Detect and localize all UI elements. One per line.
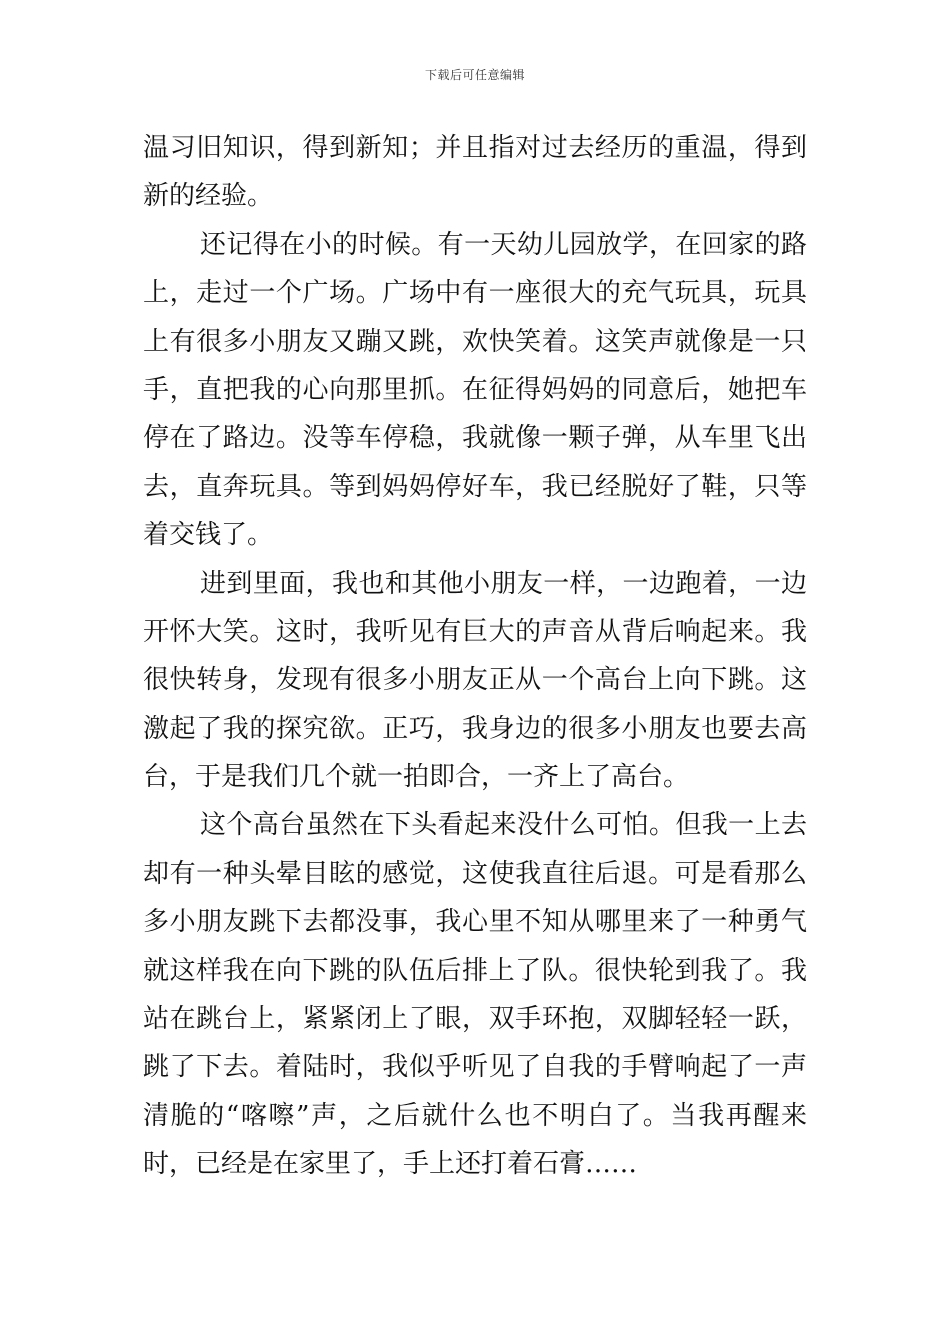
text-line: 停在了路边。没等车停稳，我就像一颗子弹，从车里飞出: [143, 423, 807, 454]
text-line: 就这样我在向下跳的队伍后排上了队。很快轮到我了。我: [143, 955, 807, 986]
text-line: 新的经验。: [143, 181, 274, 212]
text-line: 进到里面，我也和其他小朋友一样，一边跑着，一边: [200, 568, 807, 599]
text-line: 却有一种头晕目眩的感觉，这使我直往后退。可是看那么: [143, 858, 807, 889]
text-line: 清脆的“喀嚓”声，之后就什么也不明白了。当我再醒来: [143, 1100, 807, 1131]
page-header: 下载后可任意编辑: [424, 68, 525, 82]
text-line: 这个高台虽然在下头看起来没什么可怕。但我一上去: [200, 810, 807, 841]
body-text: [143, 124, 807, 1189]
text-line: 多小朋友跳下去都没事，我心里不知从哪里来了一种勇气: [143, 907, 807, 938]
text-line: 上有很多小朋友又蹦又跳，欢快笑着。这笑声就像是一只: [143, 326, 807, 357]
text-line: 很快转身，发现有很多小朋友正从一个高台上向下跳。这: [143, 665, 807, 696]
text-line: 上，走过一个广场。广场中有一座很大的充气玩具，玩具: [143, 278, 807, 309]
text-line: 开怀大笑。这时，我听见有巨大的声音从背后响起来。我: [143, 616, 807, 647]
paragraph-4: [143, 801, 807, 1188]
text-line: 去，直奔玩具。等到妈妈停好车，我已经脱好了鞋，只等: [143, 471, 807, 502]
paragraph-2: [143, 221, 807, 560]
text-line: 激起了我的探究欲。正巧，我身边的很多小朋友也要去高: [143, 713, 807, 744]
text-line: 台，于是我们几个就一拍即合，一齐上了高台。: [143, 762, 690, 793]
text-line: 时，已经是在家里了，手上还打着石膏……: [143, 1149, 638, 1180]
text-line: 站在跳台上，紧紧闭上了眼，双手环抱，双脚轻轻一跃，: [143, 1004, 807, 1035]
text-line: 着交钱了。: [143, 520, 274, 551]
text-line: 手，直把我的心向那里抓。在征得妈妈的同意后，她把车: [143, 374, 807, 405]
text-line: 跳了下去。着陆时，我似乎听见了自我的手臂响起了一声: [143, 1052, 807, 1083]
text-line: 还记得在小的时候。有一天幼儿园放学，在回家的路: [200, 229, 807, 260]
paragraph-3: [143, 560, 807, 802]
text-line: 温习旧知识，得到新知；并且指对过去经历的重温，得到: [143, 133, 807, 163]
paragraph-1: [143, 124, 807, 221]
